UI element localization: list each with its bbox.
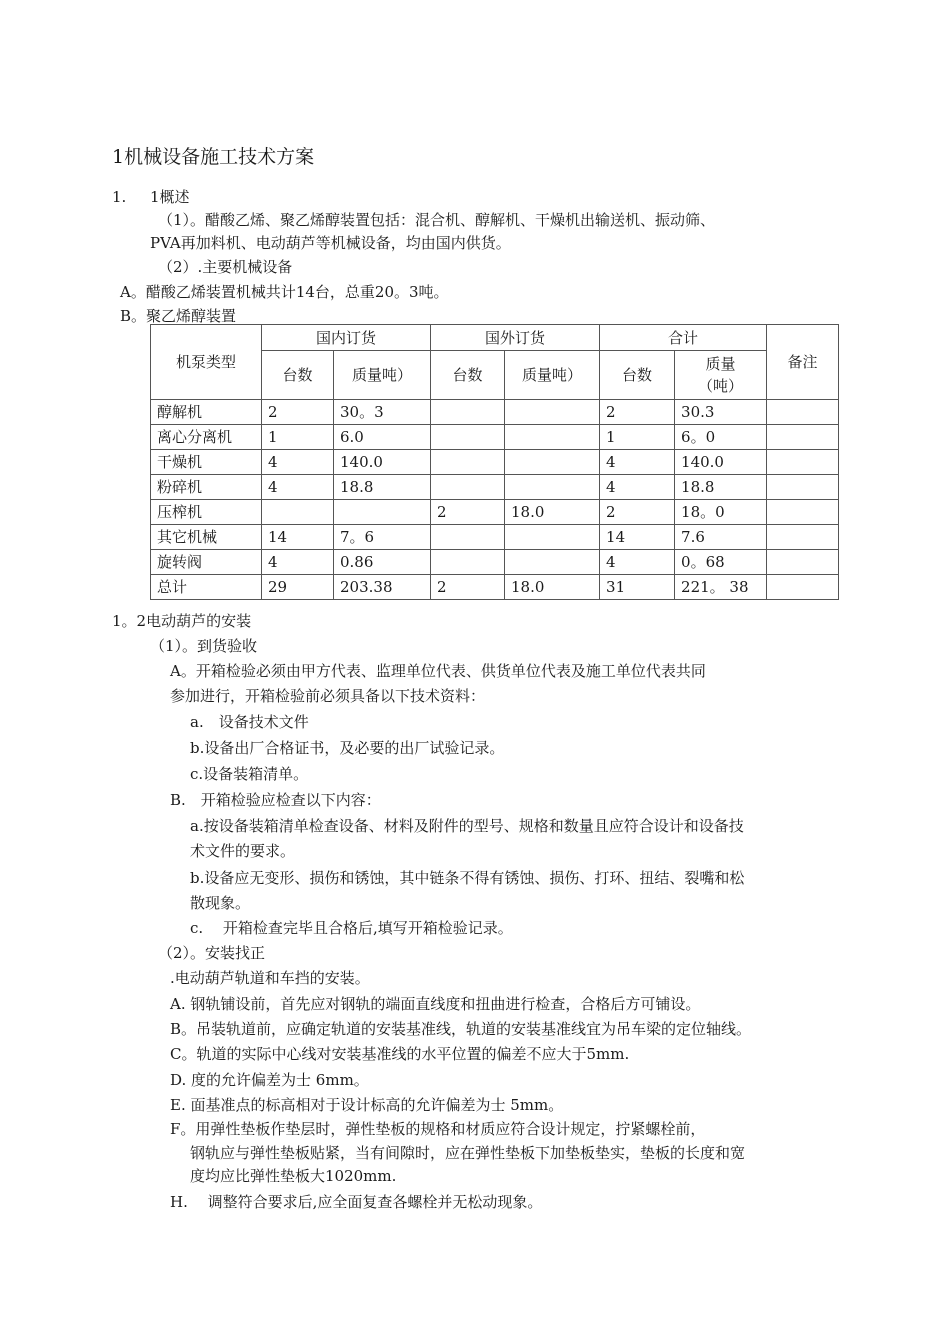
row-total-count: 2: [600, 500, 675, 525]
row-domestic-mass: 30。3: [334, 400, 431, 425]
table-row: [151, 450, 839, 475]
header-type: 机泵类型: [151, 325, 262, 400]
row-foreign-mass: [505, 400, 600, 425]
row-domestic-mass: 7。6: [334, 525, 431, 550]
row-total-count: 2: [600, 400, 675, 425]
subheader-total-mass-line1: 质量: [705, 355, 736, 373]
subheader-total-count: 台数: [600, 351, 675, 400]
row-foreign-count: [431, 475, 505, 500]
row-foreign-count: [431, 450, 505, 475]
row-remark: [767, 425, 839, 450]
row-foreign-count: [431, 400, 505, 425]
subheader-total-mass: [675, 351, 767, 400]
install-item-f-line1: F。用弹性垫板作垫层时，弹性垫板的规格和材质应符合设计规定，拧紧螺栓前，: [170, 1120, 706, 1138]
row-name: 干燥机: [151, 450, 262, 475]
row-domestic-count: 1: [262, 425, 334, 450]
row-domestic-mass: [334, 500, 431, 525]
row-foreign-count: 2: [431, 575, 505, 600]
row-total-mass: 0。68: [675, 550, 767, 575]
row-domestic-count: 2: [262, 400, 334, 425]
row-domestic-count: 4: [262, 550, 334, 575]
table-row: [151, 550, 839, 575]
header-remark: 备注: [767, 325, 839, 400]
row-domestic-count: 29: [262, 575, 334, 600]
doc-item-b: b.设备出厂合格证书，及必要的出厂试验记录。: [190, 739, 505, 757]
subheader-domestic-mass: 质量吨）: [334, 351, 431, 400]
subheader-domestic-count: 台数: [262, 351, 334, 400]
row-remark: [767, 450, 839, 475]
header-foreign: 国外订货: [431, 325, 600, 351]
row-name: 旋转阀: [151, 550, 262, 575]
row-foreign-mass: [505, 450, 600, 475]
check-item-a-line1: a.按设备装箱清单检查设备、材料及附件的型号、规格和数量且应符合设计和设备技: [190, 817, 744, 835]
row-total-count: 4: [600, 475, 675, 500]
overview-item-a: A。醋酸乙烯装置机械共计14台，总重20。3吨。: [120, 283, 449, 301]
doc-item-a: a. 设备技术文件: [190, 713, 309, 731]
install-item-a: A. 钢轨铺设前，首先应对钢轨的端面直线度和扭曲进行检查，合格后方可铺设。: [170, 995, 701, 1013]
table-row: [151, 500, 839, 525]
page-title: 1机械设备施工技术方案: [112, 146, 315, 168]
table-row-total: [151, 575, 839, 600]
row-name: 离心分离机: [151, 425, 262, 450]
table-row: [151, 425, 839, 450]
row-name: 压榨机: [151, 500, 262, 525]
header-total: 合计: [600, 325, 767, 351]
row-remark: [767, 575, 839, 600]
row-total-count: 14: [600, 525, 675, 550]
row-remark: [767, 475, 839, 500]
header-domestic: 国内订货: [262, 325, 431, 351]
acceptance-a-line1: A。开箱检验必须由甲方代表、监理单位代表、供货单位代表及施工单位代表共同: [170, 662, 706, 680]
install-item-f-line2: 钢轨应与弹性垫板贴紧，当有间隙时，应在弹性垫板下加垫板垫实，垫板的长度和宽: [190, 1144, 746, 1162]
row-total-mass: 221。 38: [675, 575, 767, 600]
row-name: 醇解机: [151, 400, 262, 425]
row-domestic-mass: 6.0: [334, 425, 431, 450]
row-foreign-mass: [505, 475, 600, 500]
check-item-a-line2: 术文件的要求。: [190, 842, 296, 860]
install-item-h: H. 调整符合要求后,应全面复查各螺栓并无松动现象。: [170, 1193, 543, 1211]
table-row: [151, 525, 839, 550]
check-item-c: c. 开箱检查完毕且合格后,填写开箱检验记录。: [190, 919, 513, 937]
row-foreign-mass: [505, 425, 600, 450]
row-remark: [767, 400, 839, 425]
row-total-mass: 18。0: [675, 500, 767, 525]
row-name: 其它机械: [151, 525, 262, 550]
row-total-mass: 7.6: [675, 525, 767, 550]
row-foreign-count: 2: [431, 500, 505, 525]
table-header-row: [151, 325, 839, 351]
overview-para-1b: PVA再加料机、电动葫芦等机械设备，均由国内供货。: [150, 234, 511, 252]
subheader-total-mass-line2: （吨）: [698, 377, 744, 395]
row-total-mass: 6。0: [675, 425, 767, 450]
install-item-d: D. 度的允许偏差为士 6mm。: [170, 1071, 369, 1089]
section-1-2-heading: 1。2电动葫芦的安装: [112, 612, 252, 630]
acceptance-a-line2: 参加进行，开箱检验前必须具备以下技术资料：: [170, 687, 486, 705]
install-item-f-line3: 度均应比弹性垫板大1020mm.: [190, 1167, 397, 1185]
subheader-foreign-mass: 质量吨）: [505, 351, 600, 400]
row-foreign-mass: [505, 550, 600, 575]
table-row: [151, 400, 839, 425]
row-foreign-mass: 18.0: [505, 500, 600, 525]
row-domestic-mass: 203.38: [334, 575, 431, 600]
row-total-count: 4: [600, 550, 675, 575]
doc-item-c: c.设备装箱清单。: [190, 765, 309, 783]
install-item-c: C。轨道的实际中心线对安装基准线的水平位置的偏差不应大于5mm.: [170, 1045, 630, 1063]
subheader-foreign-count: 台数: [431, 351, 505, 400]
rail-install-heading: .电动葫芦轨道和车挡的安装。: [170, 969, 370, 987]
row-total-mass: 30.3: [675, 400, 767, 425]
row-domestic-count: 4: [262, 475, 334, 500]
overview-para-1a: （1）。醋酸乙烯、聚乙烯醇装置包括：混合机、醇解机、干燥机出输送机、振动筛、: [158, 211, 716, 229]
row-remark: [767, 550, 839, 575]
row-total-mass: 140.0: [675, 450, 767, 475]
check-item-b-line2: 散现象。: [190, 894, 251, 912]
row-total-count: 1: [600, 425, 675, 450]
section-1-1-heading: 1概述: [150, 188, 190, 206]
row-remark: [767, 500, 839, 525]
row-domestic-mass: 140.0: [334, 450, 431, 475]
alignment-heading: （2）。安装找正: [158, 944, 266, 962]
acceptance-heading: （1）。到货验收: [150, 637, 258, 655]
row-domestic-count: 4: [262, 450, 334, 475]
row-domestic-mass: 0.86: [334, 550, 431, 575]
row-name: 总计: [151, 575, 262, 600]
row-domestic-mass: 18.8: [334, 475, 431, 500]
row-domestic-count: [262, 500, 334, 525]
check-item-b-line1: b.设备应无变形、损伤和锈蚀，其中链条不得有锈蚀、损伤、打环、扭结、裂嘴和松: [190, 869, 745, 887]
overview-item-b: B。聚乙烯醇装置: [120, 307, 237, 325]
row-total-count: 31: [600, 575, 675, 600]
install-item-e: E. 面基准点的标高相对于设计标高的允许偏差为士 5mm。: [170, 1096, 564, 1114]
row-foreign-mass: [505, 525, 600, 550]
row-foreign-count: [431, 525, 505, 550]
row-total-mass: 18.8: [675, 475, 767, 500]
row-name: 粉碎机: [151, 475, 262, 500]
section-1-1-number: 1.: [112, 188, 127, 206]
install-item-b: B。吊装轨道前，应确定轨道的安装基准线，轨道的安装基准线宜为吊车梁的定位轴线。: [170, 1020, 752, 1038]
row-domestic-count: 14: [262, 525, 334, 550]
row-foreign-count: [431, 550, 505, 575]
table-row: [151, 475, 839, 500]
row-total-count: 4: [600, 450, 675, 475]
equipment-table: [150, 324, 839, 600]
overview-para-2: （2）.主要机械设备: [158, 258, 293, 276]
row-remark: [767, 525, 839, 550]
acceptance-b: B. 开箱检验应检查以下内容：: [170, 791, 381, 809]
row-foreign-count: [431, 425, 505, 450]
row-foreign-mass: 18.0: [505, 575, 600, 600]
